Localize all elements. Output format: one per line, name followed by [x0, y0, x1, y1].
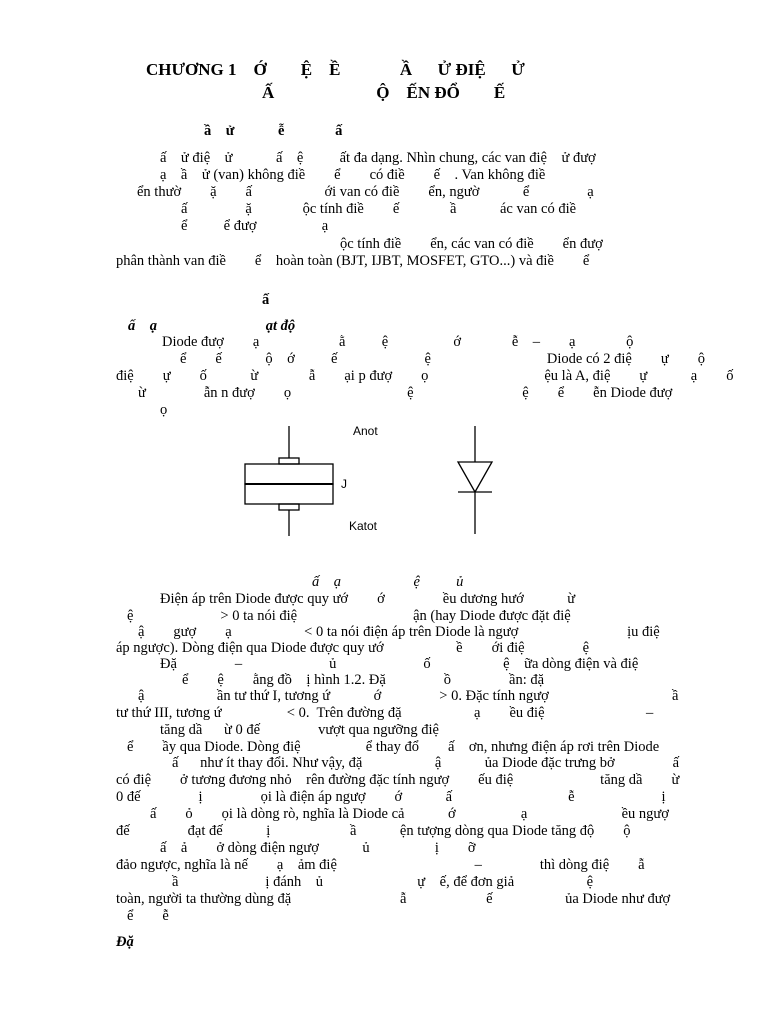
paragraph-line: phân thành van điề ể hoàn toàn (BJT, IJBT, MOSFET, GTO...) và điề ể [116, 253, 590, 269]
paragraph-line: ể ế ộ ớ ế ệ Diode có 2 điệ ự ộ [180, 351, 705, 367]
paragraph-line: ển thườ ặ ấ ới van có điề ển, ngườ ể ạ [137, 184, 594, 200]
paragraph-line: Đặ – ủ ố ệ ữa dòng điện và điệ [160, 656, 639, 672]
section-heading-fragment: Đặ [116, 934, 134, 950]
anode-contact [279, 458, 299, 464]
paragraph-line: tăng dầ ừ 0 đế vượt qua ngưỡng điệ [160, 722, 439, 738]
paragraph-line: ấ ả ở dòng điện ngượ ủ ị ỡ [160, 840, 476, 856]
paragraph-line: ấ ặ ộc tính điề ế ầ ác van có điề [181, 201, 577, 217]
paragraph-line: có điệ ở tương đương nhỏ rên đường đặc tính ngượ ếu điệ tăng dầ ừ [116, 772, 680, 788]
paragraph-line: tư thứ III, tương ứ < 0. Trên đường đặ ạ ều điệ – [116, 705, 654, 721]
paragraph-line: đế đạt đế ị ầ ện tượng dòng qua Diode tăng độ ộ [116, 823, 631, 839]
paragraph-line: ể ể đượ ạ [181, 218, 329, 234]
paragraph-line: Điện áp trên Diode được quy ướ ớ ều dương hướ ừ [160, 591, 576, 607]
n-region [245, 484, 333, 504]
cathode-contact [279, 504, 299, 510]
paragraph-line: ấ ử điệ ử ấ ệ ất đa dạng. Nhìn chung, các van điệ ử đượ [160, 150, 596, 166]
paragraph-line: điệ ự ố ừ ẫ ại p đượ ọ ệu là A, điệ ự ạ ố [116, 368, 734, 384]
section-heading: ầ ử ễ ấ [204, 123, 343, 139]
paragraph-line: đảo ngược, nghĩa là nế ạ ảm điệ – thì dòng điệ ẫ [116, 857, 645, 873]
paragraph-line: toàn, người ta thường dùng đặ ẫ ế ủa Diode như đượ [116, 891, 671, 907]
paragraph-line: ấ như ít thay đổi. Như vậy, đặ ậ ủa Diode đặc trưng bở ấ [172, 755, 680, 771]
paragraph-line: ể ệ ằng đồ ị hình 1.2. Đặ ồ ần: đặ [182, 672, 545, 688]
paragraph-line: ệ > 0 ta nói điệ ận (hay Diode được đặt điệ [127, 608, 571, 624]
paragraph-line: Diode đượ ạ ằ ệ ớ ễ – ạ ộ [162, 334, 634, 350]
paragraph-line: ọ [160, 402, 168, 418]
paragraph-line: ậ ần tư thứ I, tương ứ ớ > 0. Đặc tính ngượ ầ [138, 688, 679, 704]
paragraph-line: ạ ầ ử (van) không điề ể có điề ế . Van không điề [160, 167, 546, 183]
paragraph-line: 0 đế ị ọi là điện áp ngượ ớ ấ ễ ị [116, 789, 666, 805]
subsection-heading: ấ ạ ạt độ [128, 318, 296, 334]
chapter-title-line2: Ấ Ộ ẾN ĐỔ Ế [262, 83, 506, 102]
p-region [245, 464, 333, 484]
diode-symbol-icon [450, 424, 500, 536]
pn-junction-diagram [240, 424, 350, 544]
paragraph-line: ộc tính điề ển, các van có điề ển đượ [340, 236, 603, 252]
cathode-label: Katot [349, 519, 378, 533]
section-heading: ấ [262, 292, 270, 308]
paragraph-line: ấ ỏ ọi là dòng rò, nghĩa là Diode cả ớ ạ ều ngượ [150, 806, 669, 822]
paragraph-line: ể ầy qua Diode. Dòng điệ ể thay đổ ấ ơn, nhưng điện áp rơi trên Diode [127, 739, 660, 755]
paragraph-line: ậ gượ ạ < 0 ta nói điện áp trên Diode là ngượ ịu điệ [138, 624, 660, 640]
paragraph-line: áp ngược). Dòng điện qua Diode được quy ướ ề ới điệ ệ [116, 640, 590, 656]
figure-caption: ấ ạ ệ ủ [312, 574, 464, 590]
paragraph-line: ầ ị đánh ủ ự ế, để đơn giả ệ [172, 874, 594, 890]
anode-label: Anot [353, 424, 378, 438]
chapter-title: CHƯƠNG 1 Ớ Ệ Ề Ầ Ử ĐIỆ Ử [146, 60, 525, 79]
paragraph-line: ừ ẫn n đượ ọ ệ ệ ể ễn Diode đượ [138, 385, 673, 401]
junction-label: J [341, 477, 347, 491]
paragraph-line: ể ễ [127, 908, 169, 924]
